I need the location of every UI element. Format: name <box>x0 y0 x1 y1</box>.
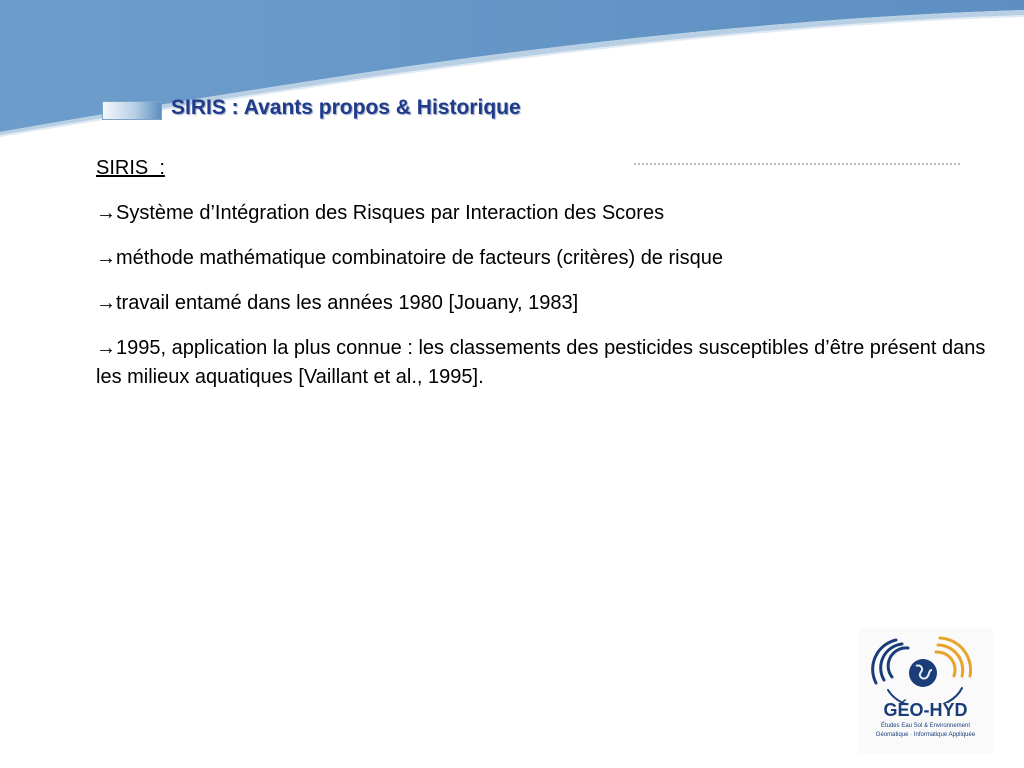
right-arrow-icon: → <box>96 247 116 269</box>
bullet-item <box>96 199 986 228</box>
slide-title: SIRIS : Avants propos & Historique <box>171 96 521 119</box>
bullet-text: méthode mathématique combinatoire de facteurs (critères) de risque <box>116 247 723 269</box>
geo-hyd-logo <box>858 628 993 754</box>
bullet-item <box>96 334 986 392</box>
logo-tagline-1: Études Eau Sol & Environnement <box>880 723 971 729</box>
logo-tagline-2: Géomatique · Informatique Appliquée <box>875 732 976 738</box>
bullet-text: Système d’Intégration des Risques par Interaction des Scores <box>116 202 665 224</box>
slide-body <box>96 154 986 408</box>
right-arrow-icon: → <box>96 202 116 224</box>
title-marker-bar <box>102 101 162 120</box>
body-heading: SIRIS : <box>96 157 165 179</box>
right-arrow-icon: → <box>96 292 116 314</box>
bullet-text: 1995, application la plus connue : les classements des pesticides susceptibles d’être présent dans les milieux aquatiques [Vaillant et al., 1995]. <box>96 337 986 388</box>
bullet-text: travail entamé dans les années 1980 [Jouany, 1983] <box>116 292 579 314</box>
bullet-item <box>96 244 986 273</box>
bullet-item <box>96 289 986 318</box>
globe-swirl-icon <box>858 628 993 703</box>
right-arrow-icon: → <box>96 337 116 359</box>
logo-name: GÉO-HYD <box>883 700 968 720</box>
